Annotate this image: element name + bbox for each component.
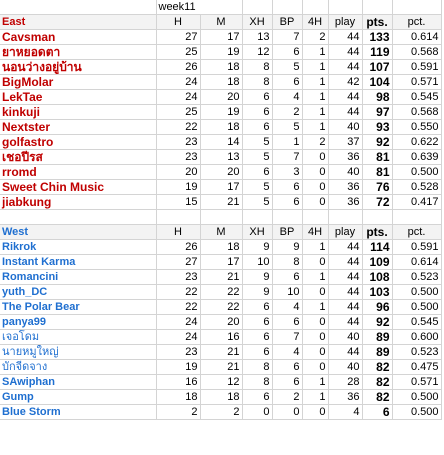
pts-cell[interactable]: 81 bbox=[362, 165, 392, 180]
west-table-row bbox=[0, 285, 441, 300]
player-name-cell[interactable]: jiabkung bbox=[0, 195, 156, 210]
bp-cell[interactable]: 6 bbox=[272, 180, 302, 195]
xh-cell[interactable]: 8 bbox=[242, 60, 272, 75]
xh-cell[interactable]: 9 bbox=[242, 285, 272, 300]
west-table-row bbox=[0, 255, 441, 270]
4h-cell[interactable]: 1 bbox=[302, 45, 328, 60]
west-table-row bbox=[0, 300, 441, 315]
xh-cell[interactable]: 12 bbox=[242, 45, 272, 60]
4h-cell[interactable]: 1 bbox=[302, 120, 328, 135]
col-play-header[interactable]: play bbox=[328, 225, 362, 240]
bp-cell[interactable]: 6 bbox=[272, 360, 302, 375]
empty-cell[interactable] bbox=[0, 0, 156, 15]
pct-cell[interactable]: 0.639 bbox=[392, 150, 441, 165]
h-cell[interactable]: 23 bbox=[156, 135, 200, 150]
m-cell[interactable]: 22 bbox=[200, 285, 242, 300]
m-cell[interactable]: 13 bbox=[200, 150, 242, 165]
pts-cell[interactable]: 109 bbox=[362, 255, 392, 270]
pts-cell[interactable]: 76 bbox=[362, 180, 392, 195]
pct-cell[interactable]: 0.571 bbox=[392, 375, 441, 390]
player-name-cell[interactable]: Gump bbox=[0, 390, 156, 405]
play-cell[interactable]: 37 bbox=[328, 135, 362, 150]
east-table-row bbox=[0, 60, 441, 75]
xh-cell[interactable]: 8 bbox=[242, 75, 272, 90]
h-cell[interactable]: 23 bbox=[156, 270, 200, 285]
play-cell[interactable]: 36 bbox=[328, 195, 362, 210]
pct-cell[interactable]: 0.600 bbox=[392, 330, 441, 345]
pts-cell[interactable]: 92 bbox=[362, 315, 392, 330]
xh-cell[interactable]: 9 bbox=[242, 240, 272, 255]
pct-cell[interactable]: 0.500 bbox=[392, 405, 441, 420]
west-table-row bbox=[0, 345, 441, 360]
bp-cell[interactable]: 6 bbox=[272, 195, 302, 210]
play-cell[interactable]: 28 bbox=[328, 375, 362, 390]
pts-cell[interactable]: 98 bbox=[362, 90, 392, 105]
east-table-row bbox=[0, 90, 441, 105]
m-cell[interactable]: 22 bbox=[200, 300, 242, 315]
west-table-row bbox=[0, 330, 441, 345]
player-name-cell[interactable]: เจอโดม bbox=[0, 330, 156, 345]
bp-cell[interactable]: 3 bbox=[272, 165, 302, 180]
h-cell[interactable]: 27 bbox=[156, 255, 200, 270]
h-cell[interactable]: 22 bbox=[156, 120, 200, 135]
m-cell[interactable]: 19 bbox=[200, 45, 242, 60]
play-cell[interactable]: 44 bbox=[328, 315, 362, 330]
blank-row bbox=[0, 210, 441, 225]
pts-cell[interactable]: 93 bbox=[362, 120, 392, 135]
player-name-cell[interactable]: Cavsman bbox=[0, 30, 156, 45]
west-title-cell[interactable]: West bbox=[0, 225, 156, 240]
h-cell[interactable]: 25 bbox=[156, 45, 200, 60]
h-cell[interactable]: 23 bbox=[156, 345, 200, 360]
m-cell[interactable]: 18 bbox=[200, 240, 242, 255]
m-cell[interactable]: 21 bbox=[200, 360, 242, 375]
pts-cell[interactable]: 97 bbox=[362, 105, 392, 120]
play-cell[interactable]: 44 bbox=[328, 90, 362, 105]
bp-cell[interactable]: 7 bbox=[272, 30, 302, 45]
xh-cell[interactable]: 6 bbox=[242, 165, 272, 180]
play-cell[interactable]: 44 bbox=[328, 270, 362, 285]
pts-cell[interactable]: 81 bbox=[362, 150, 392, 165]
h-cell[interactable]: 27 bbox=[156, 30, 200, 45]
pts-cell[interactable]: 92 bbox=[362, 135, 392, 150]
xh-cell[interactable]: 5 bbox=[242, 135, 272, 150]
xh-cell[interactable]: 10 bbox=[242, 255, 272, 270]
pct-cell[interactable]: 0.500 bbox=[392, 165, 441, 180]
xh-cell[interactable]: 8 bbox=[242, 375, 272, 390]
bp-cell[interactable]: 2 bbox=[272, 390, 302, 405]
pct-cell[interactable]: 0.591 bbox=[392, 240, 441, 255]
player-name-cell[interactable]: Instant Karma bbox=[0, 255, 156, 270]
col-m-header[interactable]: M bbox=[200, 15, 242, 30]
pts-cell[interactable]: 119 bbox=[362, 45, 392, 60]
m-cell[interactable]: 16 bbox=[200, 330, 242, 345]
bp-cell[interactable]: 10 bbox=[272, 285, 302, 300]
player-name-cell[interactable]: The Polar Bear bbox=[0, 300, 156, 315]
play-cell[interactable]: 40 bbox=[328, 330, 362, 345]
east-table-row bbox=[0, 45, 441, 60]
pct-cell[interactable]: 0.571 bbox=[392, 75, 441, 90]
east-table-row bbox=[0, 165, 441, 180]
m-cell[interactable]: 21 bbox=[200, 270, 242, 285]
player-name-cell[interactable]: Nextster bbox=[0, 120, 156, 135]
bp-cell[interactable]: 6 bbox=[272, 375, 302, 390]
player-name-cell[interactable]: เชอปีรส bbox=[0, 150, 156, 165]
col-bp-header[interactable]: BP bbox=[272, 15, 302, 30]
m-cell[interactable]: 18 bbox=[200, 390, 242, 405]
4h-cell[interactable]: 1 bbox=[302, 240, 328, 255]
player-name-cell[interactable]: บักจีดจาง bbox=[0, 360, 156, 375]
player-name-cell[interactable]: BigMolar bbox=[0, 75, 156, 90]
xh-cell[interactable]: 6 bbox=[242, 330, 272, 345]
bp-cell[interactable]: 5 bbox=[272, 60, 302, 75]
h-cell[interactable]: 20 bbox=[156, 165, 200, 180]
west-table-row bbox=[0, 375, 441, 390]
4h-cell[interactable]: 1 bbox=[302, 375, 328, 390]
m-cell[interactable]: 17 bbox=[200, 30, 242, 45]
pts-cell[interactable]: 133 bbox=[362, 30, 392, 45]
play-cell[interactable]: 44 bbox=[328, 240, 362, 255]
pts-cell[interactable]: 82 bbox=[362, 375, 392, 390]
player-name-cell[interactable]: SAwiphan bbox=[0, 375, 156, 390]
player-name-cell[interactable]: Sweet Chin Music bbox=[0, 180, 156, 195]
m-cell[interactable]: 21 bbox=[200, 345, 242, 360]
col-pts-header[interactable]: pts. bbox=[362, 225, 392, 240]
pts-cell[interactable]: 89 bbox=[362, 330, 392, 345]
xh-cell[interactable]: 0 bbox=[242, 405, 272, 420]
pct-cell[interactable]: 0.475 bbox=[392, 360, 441, 375]
bp-cell[interactable]: 6 bbox=[272, 315, 302, 330]
player-name-cell[interactable]: ยาหยอดตา bbox=[0, 45, 156, 60]
4h-cell[interactable]: 1 bbox=[302, 300, 328, 315]
h-cell[interactable]: 19 bbox=[156, 180, 200, 195]
bp-cell[interactable]: 5 bbox=[272, 120, 302, 135]
h-cell[interactable]: 24 bbox=[156, 90, 200, 105]
bp-cell[interactable]: 7 bbox=[272, 150, 302, 165]
east-table-row bbox=[0, 30, 441, 45]
col-h-header[interactable]: H bbox=[156, 225, 200, 240]
play-cell[interactable]: 40 bbox=[328, 165, 362, 180]
pct-cell[interactable]: 0.550 bbox=[392, 120, 441, 135]
4h-cell[interactable]: 2 bbox=[302, 135, 328, 150]
4h-cell[interactable]: 0 bbox=[302, 285, 328, 300]
4h-cell[interactable]: 0 bbox=[302, 180, 328, 195]
west-table-row bbox=[0, 360, 441, 375]
xh-cell[interactable]: 6 bbox=[242, 90, 272, 105]
4h-cell[interactable]: 0 bbox=[302, 360, 328, 375]
west-header-row bbox=[0, 225, 441, 240]
4h-cell[interactable]: 0 bbox=[302, 255, 328, 270]
m-cell[interactable]: 19 bbox=[200, 105, 242, 120]
pct-cell[interactable]: 0.614 bbox=[392, 30, 441, 45]
col-play-header[interactable]: play bbox=[328, 15, 362, 30]
h-cell[interactable]: 24 bbox=[156, 315, 200, 330]
pts-cell[interactable]: 82 bbox=[362, 390, 392, 405]
bp-cell[interactable]: 6 bbox=[272, 45, 302, 60]
h-cell[interactable]: 18 bbox=[156, 390, 200, 405]
4h-cell[interactable]: 0 bbox=[302, 150, 328, 165]
pct-cell[interactable]: 0.622 bbox=[392, 135, 441, 150]
east-header-row bbox=[0, 15, 441, 30]
4h-cell[interactable]: 0 bbox=[302, 165, 328, 180]
4h-cell[interactable]: 1 bbox=[302, 60, 328, 75]
xh-cell[interactable]: 6 bbox=[242, 120, 272, 135]
pct-cell[interactable]: 0.523 bbox=[392, 270, 441, 285]
player-name-cell[interactable]: นายหมูใหญ่ bbox=[0, 345, 156, 360]
m-cell[interactable]: 18 bbox=[200, 120, 242, 135]
bp-cell[interactable]: 2 bbox=[272, 105, 302, 120]
h-cell[interactable]: 24 bbox=[156, 330, 200, 345]
play-cell[interactable]: 44 bbox=[328, 45, 362, 60]
pts-cell[interactable]: 89 bbox=[362, 345, 392, 360]
col-bp-header[interactable]: BP bbox=[272, 225, 302, 240]
col-pct-header[interactable]: pct. bbox=[392, 15, 441, 30]
pct-cell[interactable]: 0.500 bbox=[392, 285, 441, 300]
pct-cell[interactable]: 0.523 bbox=[392, 345, 441, 360]
4h-cell[interactable]: 1 bbox=[302, 390, 328, 405]
4h-cell[interactable]: 0 bbox=[302, 405, 328, 420]
m-cell[interactable]: 12 bbox=[200, 375, 242, 390]
m-cell[interactable]: 20 bbox=[200, 315, 242, 330]
play-cell[interactable]: 44 bbox=[328, 105, 362, 120]
h-cell[interactable]: 22 bbox=[156, 300, 200, 315]
play-cell[interactable]: 4 bbox=[328, 405, 362, 420]
pct-cell[interactable]: 0.545 bbox=[392, 315, 441, 330]
pct-cell[interactable]: 0.528 bbox=[392, 180, 441, 195]
xh-cell[interactable]: 6 bbox=[242, 390, 272, 405]
h-cell[interactable]: 19 bbox=[156, 360, 200, 375]
pts-cell[interactable]: 107 bbox=[362, 60, 392, 75]
m-cell[interactable]: 18 bbox=[200, 60, 242, 75]
west-table-row bbox=[0, 405, 441, 420]
east-table-row bbox=[0, 105, 441, 120]
col-h-header[interactable]: H bbox=[156, 15, 200, 30]
xh-cell[interactable]: 9 bbox=[242, 270, 272, 285]
4h-cell[interactable]: 0 bbox=[302, 315, 328, 330]
m-cell[interactable]: 20 bbox=[200, 165, 242, 180]
play-cell[interactable]: 44 bbox=[328, 60, 362, 75]
bp-cell[interactable]: 8 bbox=[272, 255, 302, 270]
player-name-cell[interactable]: panya99 bbox=[0, 315, 156, 330]
4h-cell[interactable]: 1 bbox=[302, 75, 328, 90]
pts-cell[interactable]: 103 bbox=[362, 285, 392, 300]
east-table-row bbox=[0, 195, 441, 210]
east-table-row bbox=[0, 150, 441, 165]
pct-cell[interactable]: 0.614 bbox=[392, 255, 441, 270]
h-cell[interactable]: 22 bbox=[156, 285, 200, 300]
play-cell[interactable]: 44 bbox=[328, 345, 362, 360]
col-pct-header[interactable]: pct. bbox=[392, 225, 441, 240]
col-xh-header[interactable]: XH bbox=[242, 15, 272, 30]
m-cell[interactable]: 21 bbox=[200, 195, 242, 210]
east-table-row bbox=[0, 135, 441, 150]
bp-cell[interactable]: 4 bbox=[272, 90, 302, 105]
pct-cell[interactable]: 0.545 bbox=[392, 90, 441, 105]
bp-cell[interactable]: 0 bbox=[272, 405, 302, 420]
play-cell[interactable]: 40 bbox=[328, 120, 362, 135]
pct-cell[interactable]: 0.591 bbox=[392, 60, 441, 75]
east-table-row bbox=[0, 180, 441, 195]
xh-cell[interactable]: 6 bbox=[242, 300, 272, 315]
col-4h-header[interactable]: 4H bbox=[302, 225, 328, 240]
player-name-cell[interactable]: Rikrok bbox=[0, 240, 156, 255]
play-cell[interactable]: 36 bbox=[328, 390, 362, 405]
m-cell[interactable]: 2 bbox=[200, 405, 242, 420]
col-xh-header[interactable]: XH bbox=[242, 225, 272, 240]
h-cell[interactable]: 26 bbox=[156, 60, 200, 75]
h-cell[interactable]: 24 bbox=[156, 75, 200, 90]
bp-cell[interactable]: 6 bbox=[272, 75, 302, 90]
m-cell[interactable]: 17 bbox=[200, 180, 242, 195]
pts-cell[interactable]: 96 bbox=[362, 300, 392, 315]
4h-cell[interactable]: 0 bbox=[302, 195, 328, 210]
week-row bbox=[0, 0, 441, 15]
pct-cell[interactable]: 0.500 bbox=[392, 390, 441, 405]
bp-cell[interactable]: 4 bbox=[272, 300, 302, 315]
pts-cell[interactable]: 6 bbox=[362, 405, 392, 420]
4h-cell[interactable]: 0 bbox=[302, 330, 328, 345]
m-cell[interactable]: 18 bbox=[200, 75, 242, 90]
bp-cell[interactable]: 6 bbox=[272, 270, 302, 285]
east-title-cell[interactable]: East bbox=[0, 15, 156, 30]
bp-cell[interactable]: 1 bbox=[272, 135, 302, 150]
play-cell[interactable]: 44 bbox=[328, 30, 362, 45]
col-4h-header[interactable]: 4H bbox=[302, 15, 328, 30]
col-pts-header[interactable]: pts. bbox=[362, 15, 392, 30]
player-name-cell[interactable]: golfastro bbox=[0, 135, 156, 150]
xh-cell[interactable]: 5 bbox=[242, 195, 272, 210]
xh-cell[interactable]: 5 bbox=[242, 150, 272, 165]
xh-cell[interactable]: 6 bbox=[242, 315, 272, 330]
h-cell[interactable]: 15 bbox=[156, 195, 200, 210]
xh-cell[interactable]: 5 bbox=[242, 180, 272, 195]
play-cell[interactable]: 44 bbox=[328, 300, 362, 315]
pts-cell[interactable]: 108 bbox=[362, 270, 392, 285]
player-name-cell[interactable]: LekTae bbox=[0, 90, 156, 105]
h-cell[interactable]: 23 bbox=[156, 150, 200, 165]
m-cell[interactable]: 17 bbox=[200, 255, 242, 270]
east-table-row bbox=[0, 75, 441, 90]
pts-cell[interactable]: 82 bbox=[362, 360, 392, 375]
east-table-row bbox=[0, 120, 441, 135]
xh-cell[interactable]: 6 bbox=[242, 105, 272, 120]
player-name-cell[interactable]: Romancini bbox=[0, 270, 156, 285]
pts-cell[interactable]: 104 bbox=[362, 75, 392, 90]
west-table-row bbox=[0, 240, 441, 255]
east-rows bbox=[0, 30, 441, 210]
col-m-header[interactable]: M bbox=[200, 225, 242, 240]
pct-cell[interactable]: 0.500 bbox=[392, 300, 441, 315]
player-name-cell[interactable]: kinkuji bbox=[0, 105, 156, 120]
play-cell[interactable]: 36 bbox=[328, 150, 362, 165]
play-cell[interactable]: 42 bbox=[328, 75, 362, 90]
west-table-row bbox=[0, 270, 441, 285]
west-table-row bbox=[0, 315, 441, 330]
h-cell[interactable]: 26 bbox=[156, 240, 200, 255]
bp-cell[interactable]: 9 bbox=[272, 240, 302, 255]
h-cell[interactable]: 2 bbox=[156, 405, 200, 420]
player-name-cell[interactable]: rromd bbox=[0, 165, 156, 180]
play-cell[interactable]: 44 bbox=[328, 285, 362, 300]
bp-cell[interactable]: 7 bbox=[272, 330, 302, 345]
4h-cell[interactable]: 1 bbox=[302, 270, 328, 285]
play-cell[interactable]: 44 bbox=[328, 255, 362, 270]
bp-cell[interactable]: 4 bbox=[272, 345, 302, 360]
4h-cell[interactable]: 1 bbox=[302, 90, 328, 105]
play-cell[interactable]: 36 bbox=[328, 180, 362, 195]
xh-cell[interactable]: 8 bbox=[242, 360, 272, 375]
xh-cell[interactable]: 6 bbox=[242, 345, 272, 360]
m-cell[interactable]: 20 bbox=[200, 90, 242, 105]
h-cell[interactable]: 25 bbox=[156, 105, 200, 120]
4h-cell[interactable]: 0 bbox=[302, 345, 328, 360]
west-table-row bbox=[0, 390, 441, 405]
xh-cell[interactable]: 13 bbox=[242, 30, 272, 45]
pts-cell[interactable]: 114 bbox=[362, 240, 392, 255]
4h-cell[interactable]: 1 bbox=[302, 105, 328, 120]
pts-cell[interactable]: 72 bbox=[362, 195, 392, 210]
pct-cell[interactable]: 0.568 bbox=[392, 45, 441, 60]
pct-cell[interactable]: 0.568 bbox=[392, 105, 441, 120]
player-name-cell[interactable]: นอนว่างอยู่บ้าน bbox=[0, 60, 156, 75]
m-cell[interactable]: 14 bbox=[200, 135, 242, 150]
player-name-cell[interactable]: Blue Storm bbox=[0, 405, 156, 420]
week-label-cell[interactable]: week11 bbox=[156, 0, 242, 15]
player-name-cell[interactable]: yuth_DC bbox=[0, 285, 156, 300]
4h-cell[interactable]: 2 bbox=[302, 30, 328, 45]
pct-cell[interactable]: 0.417 bbox=[392, 195, 441, 210]
play-cell[interactable]: 40 bbox=[328, 360, 362, 375]
h-cell[interactable]: 16 bbox=[156, 375, 200, 390]
west-rows bbox=[0, 240, 441, 420]
